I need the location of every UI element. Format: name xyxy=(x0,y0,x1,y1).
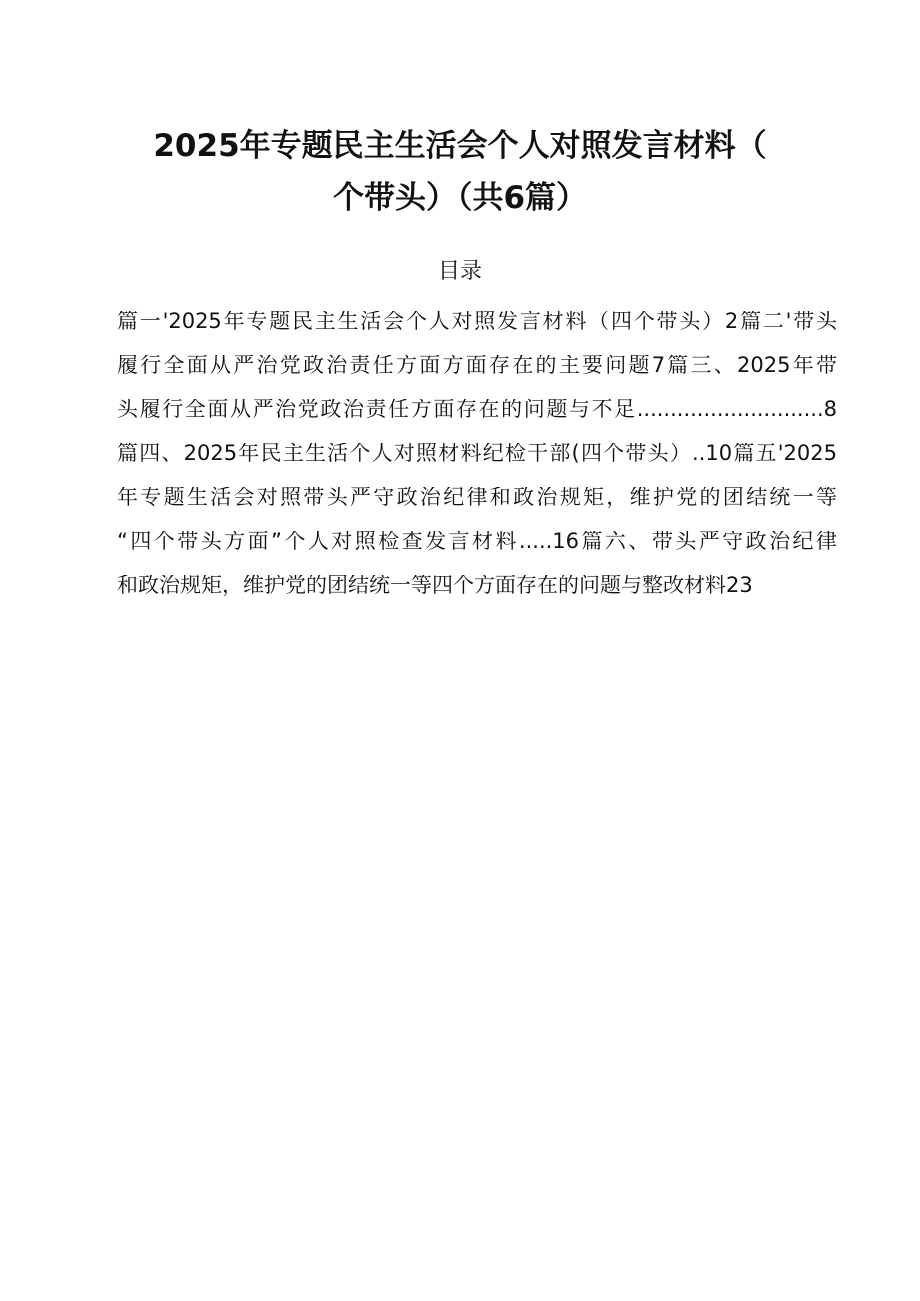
toc-line: 篇四、2025年民主生活个人对照材料纪检干部(四个带头）..10篇五'2025 xyxy=(117,443,837,464)
document-title-line-1: 2025年专题民主生活会个人对照发言材料（ xyxy=(153,128,767,164)
toc-line: 履行全面从严治党政治责任方面方面存在的主要问题7篇三、2025年带 xyxy=(117,355,837,376)
toc-heading: 目录 xyxy=(437,259,482,284)
toc-line: 头履行全面从严治党政治责任方面存在的问题与不足............................8 xyxy=(117,399,837,420)
toc-line: 篇一'2025年专题民主生活会个人对照发言材料（四个带头）2篇二'带头 xyxy=(117,311,837,332)
toc-line: 和政治规矩，维护党的团结统一等四个方面存在的问题与整改材料23 xyxy=(117,575,753,596)
toc-line: “四个带头方面”个人对照检查发言材料.....16篇六、带头严守政治纪律 xyxy=(117,531,837,552)
toc-line: 年专题生活会对照带头严守政治纪律和政治规矩，维护党的团结统一等 xyxy=(117,487,837,508)
document-title-line-2: 个带头）（共6篇） xyxy=(332,180,588,216)
